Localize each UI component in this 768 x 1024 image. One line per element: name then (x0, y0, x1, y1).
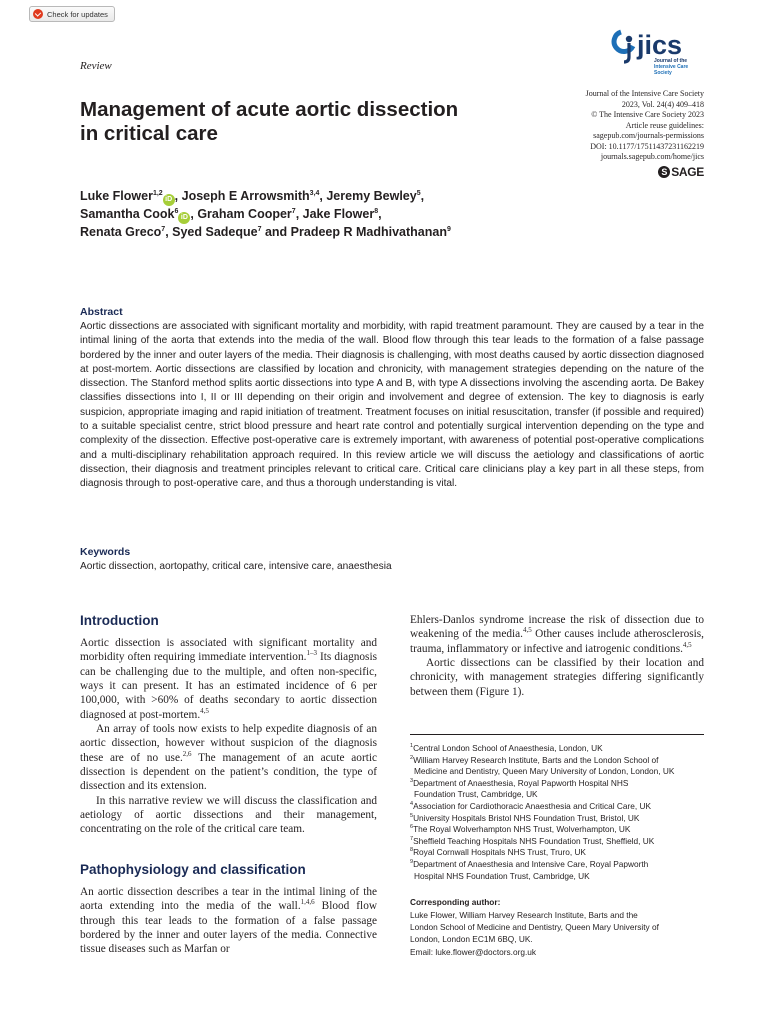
corresponding-author-heading: Corresponding author: (410, 897, 501, 907)
author-affiliation-marker: 7 (257, 225, 262, 233)
check-updates-icon (33, 9, 43, 19)
abstract-text: Aortic dissections are associated with significant mortality and morbidity, with rapid treatment paramount. They are caused by a tear in the intimal lining of the aorta that extends into the media of the wall. Blood flow through this tear leads to the formation of a false passage bordered by the inner and outer layers of the media. Their diagnosis is challenging, with most deaths caused by aortic dissection diagnosed at post-mortem. Aortic dissections are classified by location and chronicity, with management strategies depending on the nature of the dissection. The Stanford method splits aortic dissections into type A and B, with type A dissections involving the ascending aorta. De Bakey classifies dissections into I, II or III depending on their origin and involvement and degree of extension. The key to diagnosis is early suspicion, appropriate imaging and rapid initiation of treatment. Treatment focuses on initial resuscitation, transfer (if possible and required) to a suitable specialist centre, strict blood pressure and heart rate control and potentially surgical intervention depending on the type and complexity of the dissection. Effective post-operative care is extremely important, with awareness of potential post-operative complications and a multi-disciplinary rehabilitation approach required. In this review article we will discuss the aetiology and classifications of aortic dissection, their diagnosis and treatment principles relevant to critical care. Critical care clinicians play a key part in all these steps, from diagnosis through to post-operative care, and thus a thorough understanding is vital. (80, 321, 704, 490)
affiliations-list (410, 743, 710, 882)
intro-paragraph-1: Aortic dissection is associated with significant mortality and morbidity often requiring immediate intervention.$^{1-3}$ Its diagnosis can be challenging due to the multiple, and often non-specific, ways it can present. It has an estimated incidence of 6 per 100,000, with >60% of deaths secondary to aortic dissection diagnosed at post-mortem.$^{4,5}$ (80, 637, 377, 721)
author-affiliation-marker: 3,4 (309, 189, 320, 197)
affiliation-text: Department of Anaesthesia and Intensive Care, Royal Papworth (413, 858, 649, 869)
citation-link[interactable]: 4,5 (682, 640, 692, 649)
corresponding-line-2: London School of Medicine and Dentistry, Queen Mary University of (410, 922, 659, 933)
affiliation-item (410, 743, 710, 755)
patho-paragraph-1: An aortic dissection describes a tear in the intimal lining of the aorta extending into the media of the wall.$^{1,4,6}$ Blood flow through this tear leads to the formation of a false passage bordered by the inner and outer layers of the media. Connective tissue diseases such as Marfan or (80, 886, 377, 956)
corresponding-email-link[interactable]: Email: luke.flower@doctors.org.uk (410, 946, 537, 957)
author-separator: , (378, 207, 382, 221)
orcid-icon[interactable]: iD (178, 212, 190, 224)
author-affiliation-marker: 7 (291, 207, 296, 215)
author-name: Luke Flower (80, 189, 153, 203)
author-separator: , (319, 189, 327, 203)
author-name: Pradeep R Madhivathanan (290, 225, 447, 239)
affiliation-text: Sheffield Teaching Hospitals NHS Foundation Trust, Sheffield, UK (413, 835, 655, 846)
col2-paragraph-2: Aortic dissections can be classified by their location and chronicity, with management strategies differing significantly between them (Figure 1). (410, 657, 704, 698)
reuse-guidelines: Article reuse guidelines: (625, 120, 704, 130)
affiliation-item (410, 859, 710, 871)
affiliation-item (410, 847, 710, 859)
author-separator: , (165, 225, 173, 239)
affiliation-number: 4 (410, 801, 414, 808)
author-separator: and (261, 225, 291, 239)
affiliation-number: 1 (410, 743, 414, 750)
sage-wordmark: SAGE (671, 165, 704, 179)
sage-logo (658, 165, 704, 179)
citation-link[interactable]: 1,4,6 (300, 898, 315, 907)
affiliation-text: Association for Cardiothoracic Anaesthesia and Critical Care, UK (413, 800, 652, 811)
affiliation-continuation: Hospital NHS Foundation Trust, Cambridge, UK (414, 870, 590, 881)
logo-line2: Intensive Care (654, 64, 689, 70)
title-line-2: in critical care (80, 122, 218, 145)
affiliation-continuation: Foundation Trust, Cambridge, UK (414, 789, 538, 800)
citation-link[interactable]: 1–3 (306, 649, 317, 658)
logo-wordmark: jics (637, 30, 683, 60)
affiliations-divider (410, 734, 704, 735)
pathophysiology-heading: Pathophysiology and classification (80, 862, 306, 877)
corresponding-author-details (410, 909, 710, 958)
author-name: Samantha Cook (80, 207, 175, 221)
affiliation-text: William Harvey Research Institute, Barts and the London School of (413, 754, 659, 765)
affiliation-number: 5 (410, 812, 414, 819)
affiliation-continuation: Medicine and Dentistry, Queen Mary University of London, London, UK (414, 766, 675, 777)
affiliation-item (410, 778, 710, 790)
intro-paragraph-3: In this narrative review we will discuss the classification and aetiology of aortic dissections and their management, concentrating on the role of the critical care team. (80, 794, 377, 836)
column-2-body (410, 613, 704, 699)
abstract-heading: Abstract (80, 306, 123, 318)
logo-line3: Society (654, 70, 672, 76)
introduction-body (80, 636, 377, 837)
journal-name: Journal of the Intensive Care Society (585, 89, 704, 98)
author-name: Jeremy Bewley (326, 189, 417, 203)
orcid-icon[interactable]: iD (163, 194, 175, 206)
affiliation-text: Department of Anaesthesia, Royal Papworth Hospital NHS (413, 777, 629, 788)
logo-line1: Journal of the (654, 58, 688, 64)
citation-link[interactable]: 2,6 (182, 749, 192, 758)
author-list (80, 188, 550, 241)
affiliation-item (410, 824, 710, 836)
author-affiliation-marker: 1,2 (152, 189, 163, 197)
author-affiliation-marker: 7 (161, 225, 166, 233)
affiliation-text: Royal Cornwall Hospitals NHS Trust, Truro, UK (413, 847, 586, 858)
author-name: Jake Flower (302, 207, 375, 221)
affiliation-item (410, 755, 710, 767)
author-affiliation-marker: 8 (374, 207, 379, 215)
sage-icon: S (658, 166, 670, 178)
keywords-text: Aortic dissection, aortopathy, critical care, intensive care, anaesthesia (80, 561, 392, 572)
citation-link[interactable]: 4,5 (522, 626, 532, 635)
author-name: Syed Sadeque (172, 225, 258, 239)
affiliation-number: 9 (410, 859, 414, 866)
copyright: © The Intensive Care Society 2023 (591, 110, 704, 119)
corresponding-line-3: London, London EC1M 6BQ, UK. (410, 934, 533, 945)
logo-subtitle (654, 58, 688, 76)
affiliation-number: 6 (410, 824, 414, 831)
check-for-updates-label: Check for updates (47, 9, 108, 19)
col2-paragraph-1: Ehlers-Danlos syndrome increase the risk of dissection due to weakening of the media.$^{4,5}$ Other causes include atherosclerosis, trauma, inflammatory or infective and iatrogenic conditions.$^{4,5}$ (410, 614, 704, 655)
citation-link[interactable]: 4,5 (200, 706, 209, 715)
author-separator: , (174, 189, 182, 203)
permissions-link[interactable]: sagepub.com/journals-permissions (593, 131, 704, 140)
article-type: Review (80, 60, 112, 72)
affiliation-item (410, 836, 710, 848)
affiliation-number: 2 (410, 754, 414, 761)
author-separator: , (190, 207, 198, 221)
author-affiliation-marker: 6 (174, 207, 179, 215)
author-separator: , (420, 189, 425, 203)
journal-volume: 2023, Vol. 24(4) 409–418 (621, 99, 704, 109)
title-line-1: Management of acute aortic dissection (80, 98, 459, 121)
doi-link[interactable]: DOI: 10.1177/17511437231162219 (590, 141, 704, 151)
check-for-updates-button[interactable] (29, 6, 115, 22)
corresponding-line-1: Luke Flower, William Harvey Research Institute, Barts and the (410, 910, 638, 920)
intro-paragraph-2: An array of tools now exists to help expedite diagnosis of an aortic dissection, however without suspicion of the diagnosis these are of no use.$^{2,6}$ The management of an acute aortic dissection is dependent on the patient’s condition, the type of dissection and its extension. (80, 723, 377, 793)
journal-homepage-link[interactable]: journals.sagepub.com/home/jics (600, 152, 704, 161)
affiliation-item (410, 801, 710, 813)
affiliation-text: The Royal Wolverhampton NHS Trust, Wolverhampton, UK (413, 824, 631, 835)
pathophysiology-body (80, 885, 377, 957)
author-affiliation-marker: 5 (416, 189, 421, 197)
author-name: Graham Cooper (197, 207, 292, 221)
affiliation-item (410, 813, 710, 825)
affiliation-text: University Hospitals Bristol NHS Foundation Trust, Bristol, UK (413, 812, 640, 823)
introduction-heading: Introduction (80, 613, 159, 628)
affiliation-number: 7 (410, 835, 414, 842)
author-name: Renata Greco (80, 225, 162, 239)
article-title (80, 98, 540, 146)
affiliation-text: Central London School of Anaesthesia, London, UK (413, 743, 603, 753)
affiliation-number: 3 (410, 778, 414, 785)
keywords-heading: Keywords (80, 546, 131, 558)
affiliation-number: 8 (410, 847, 414, 854)
author-affiliation-marker: 9 (446, 225, 451, 233)
author-name: Joseph E Arrowsmith (181, 189, 310, 203)
author-separator: , (295, 207, 303, 221)
